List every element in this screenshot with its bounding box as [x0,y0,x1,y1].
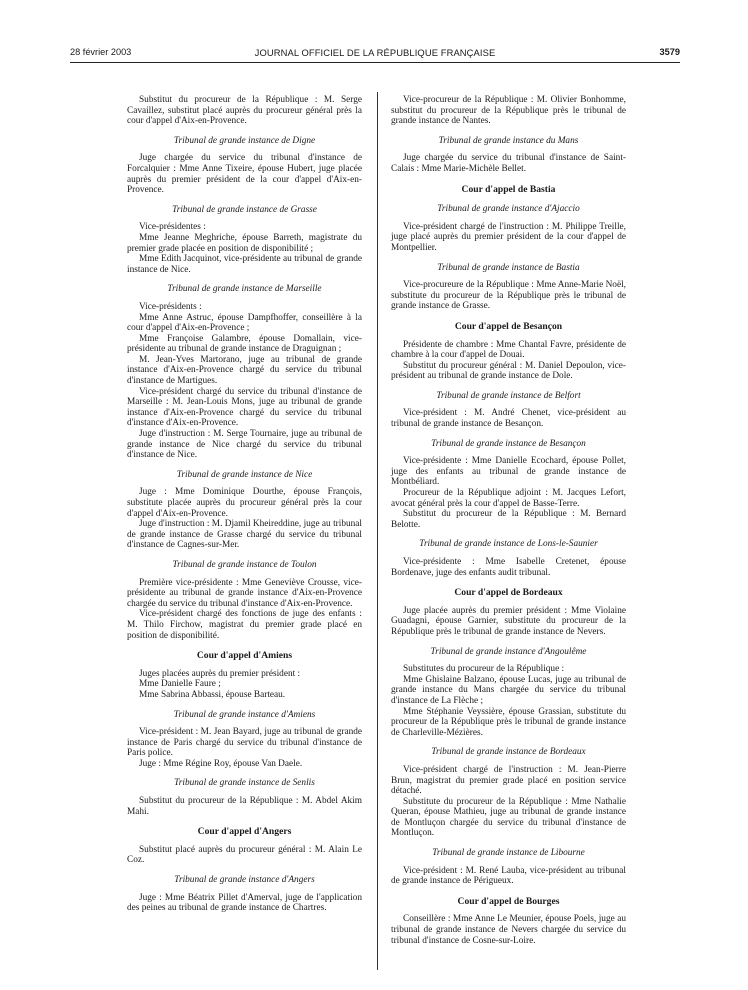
paragraph: Présidente de chambre : Mme Chantal Favre, présidente de chambre à la cour d'appel de Douai. [391,339,626,361]
tribunal-heading: Tribunal de grande instance de Besançon [431,438,586,449]
tribunal-heading: Tribunal de grande instance d'Angers [174,875,315,886]
tribunal-heading: Tribunal de grande instance de Grasse [172,204,317,215]
paragraph: Juge : Mme Régine Roy, épouse Van Daele. [139,758,303,769]
paragraph: Juge : Mme Béatrix Pillet d'Amerval, juge de l'application des peines au tribunal de grande instance de Chartres. [127,892,362,914]
paragraph: Substitut placé auprès du procureur général : M. Alain Le Coz. [127,844,362,866]
paragraph: Mme Françoise Galambre, épouse Domallain, vice-présidente au tribunal de grande instance de Draguignan ; [127,333,362,355]
tribunal-heading: Tribunal de grande instance de Bordeaux [431,747,586,758]
paragraph: Conseillère : Mme Anne Le Meunier, épouse Poels, juge au tribunal de grande instance de Nevers chargée du service du tribunal d'instance de Cosne-sur-Loire. [391,914,626,946]
paragraph: Vice-présidente : Mme Danielle Ecochard, épouse Pollet, juge des enfants au tribunal de grande instance de Montbéliard. [391,456,626,488]
paragraph: Substitut du procureur général : M. Daniel Depoulon, vice-président au tribunal de grande instance de Dole. [391,360,626,382]
column-divider [377,92,378,970]
tribunal-heading: Tribunal de grande instance de Senlis [174,778,315,789]
tribunal-heading: Tribunal de grande instance de Nice [176,469,313,480]
paragraph: Juges placées auprès du premier président : [139,668,301,679]
tribunal-heading: Tribunal de grande instance de Toulon [172,559,317,570]
paragraph: Mme Sabrina Abbassi, épouse Barteau. [139,689,286,700]
paragraph: Mme Jeanne Meghriche, épouse Barreth, magistrate du premier grade placée en position de disponibilité ; [127,232,362,254]
cour-heading: Cour d'appel de Bordeaux [454,587,563,599]
tribunal-heading: Tribunal de grande instance de Digne [173,135,316,146]
paragraph: Vice-président : M. André Chenet, vice-président au tribunal de grande instance de Besançon. [391,408,626,430]
cour-heading: Cour d'appel de Bourges [457,895,560,907]
cour-heading: Cour d'appel de Besançon [454,320,563,332]
paragraph: Substitute du procureur de la République : Mme Nathalie Queran, épouse Mathieu, juge au tribunal de grande instance de Montluçon chargée du service du tribunal d'instance de Montluçon. [391,796,626,839]
paragraph: Vice-président : M. Jean Bayard, juge au tribunal de grande instance de Paris chargé du service du tribunal d'instance de Paris police. [127,727,362,759]
paragraph: M. Jean-Yves Martorano, juge au tribunal de grande instance d'Aix-en-Provence chargé du service du tribunal d'instance de Martigues. [127,354,362,387]
paragraph: Substitut du procureur de la République : M. Abdel Akim Mahi. [127,796,362,817]
paragraph: Mme Edith Jacquinot, vice-présidente au tribunal de grande instance de Nice. [127,254,362,275]
header-title: JOURNAL OFFICIEL DE LA RÉPUBLIQUE FRANÇAISE [254,47,496,58]
tribunal-heading: Tribunal de grande instance d'Ajaccio [437,204,580,215]
paragraph: Vice-présidentes : [139,222,206,233]
paragraph: Mme Ghislaine Balzano, épouse Lucas, juge au tribunal de grande instance du Mans chargée du service du tribunal d'instance de La Flèche ; [391,674,626,706]
paragraph: Substitut du procureur de la République : M. Bernard Belotte. [391,509,626,530]
paragraph: Vice-président chargé de l'instruction : M. Jean-Pierre Brun, magistrat du premier grade placé en position service détaché. [391,764,626,797]
tribunal-heading: Tribunal de grande instance de Lons-le-Saunier [419,539,598,550]
tribunal-heading: Tribunal de grande instance d'Angoulême [430,646,587,657]
paragraph: Vice-présidents : [139,301,202,312]
cour-heading: Cour d'appel de Bastia [461,183,556,195]
paragraph: Vice-président chargé de l'instruction : M. Philippe Treille, juge placé auprès du premier président de la cour d'appel de Montpellier. [391,221,626,253]
cour-heading: Cour d'appel d'Amiens [196,650,293,662]
paragraph: Première vice-présidente : Mme Geneviève Crousse, vice-présidente au tribunal de grande instance d'Aix-en-Provence chargée du service du tribunal d'instance d'Aix-en-Provence. [127,577,362,609]
paragraph: Juge placée auprès du premier président : Mme Violaine Guadagni, épouse Garnier, substitute du procureur de la République près le tribunal de grande instance de Nevers. [391,605,626,637]
header-rule [70,62,680,63]
paragraph: Vice-président chargé du service du tribunal d'instance de Marseille : M. Jean-Louis Mons, juge au tribunal de grande instance d'Aix-en-Provence chargé du service du tribunal d'instance d'Aix-en-Provence. [127,386,362,429]
header-page-number: 3579 [659,47,680,57]
left-column [127,95,362,914]
tribunal-heading: Tribunal de grande instance d'Amiens [173,709,316,720]
paragraph: Substitutes du procureur de la République : [403,664,565,675]
header-date: 28 février 2003 [70,47,132,57]
paragraph: Vice-procureur de la République : M. Olivier Bonhomme, substitut du procureur de la République près le tribunal de grande instance de Nantes. [391,95,626,127]
paragraph: Vice-procureure de la République : Mme Anne-Marie Noël, substitute du procureur de la République près le tribunal de grande instance de Grasse. [391,280,626,312]
paragraph: Vice-président chargé des fonctions de juge des enfants : M. Thilo Firchow, magistrat du premier grade placé en position de disponibilité. [127,609,362,641]
tribunal-heading: Tribunal de grande instance de Belfort [436,390,581,401]
paragraph: Vice-président : M. René Lauba, vice-président au tribunal de grande instance de Périgueux. [391,865,626,887]
tribunal-heading: Tribunal de grande instance du Mans [438,135,579,146]
paragraph: Juge : Mme Dominique Dourthe, épouse François, substitute placée auprès du procureur général près la cour d'appel d'Aix-en-Provence. [127,487,362,519]
paragraph: Vice-présidente : Mme Isabelle Cretenet, épouse Bordenave, juge des enfants audit tribunal. [391,557,626,578]
paragraph: Juge chargée du service du tribunal d'instance de Saint-Calais : Mme Marie-Michèle Bellet. [391,153,626,174]
page-header [70,47,680,61]
paragraph: Mme Danielle Faure ; [139,679,221,690]
paragraph: Procureur de la République adjoint : M. Jacques Lefort, avocat général près la cour d'appel de Basse-Terre. [391,488,626,509]
tribunal-heading: Tribunal de grande instance de Marseille [167,284,322,295]
paragraph: Juge d'instruction : M. Djamil Kheireddine, juge au tribunal de grande instance de Grasse chargé du service du tribunal d'instance de Cagnes-sur-Mer. [127,519,362,551]
paragraph: Juge d'instruction : M. Serge Tournaire, juge au tribunal de grande instance de Nice chargé du service du tribunal d'instance de Nice. [127,429,362,461]
cour-heading: Cour d'appel d'Angers [197,826,292,838]
paragraph: Substitut du procureur de la République : M. Serge Cavaillez, substitut placé auprès du procureur général près la cour d'appel d'Aix-en-Provence. [127,95,362,127]
paragraph: Mme Stéphanie Veyssière, épouse Grassian, substitute du procureur de la République près le tribunal de grande instance de Charleville-Mézières. [391,706,626,738]
paragraph: Juge chargée du service du tribunal d'instance de Forcalquier : Mme Anne Tixeire, épouse Hubert, juge placée auprès du premier président de la cour d'appel d'Aix-en-Provence. [127,153,362,196]
paragraph: Mme Anne Astruc, épouse Dampfhoffer, conseillère à la cour d'appel d'Aix-en-Provence ; [127,312,362,334]
tribunal-heading: Tribunal de grande instance de Bastia [437,262,580,273]
tribunal-heading: Tribunal de grande instance de Libourne [432,848,585,859]
right-column [391,95,626,946]
